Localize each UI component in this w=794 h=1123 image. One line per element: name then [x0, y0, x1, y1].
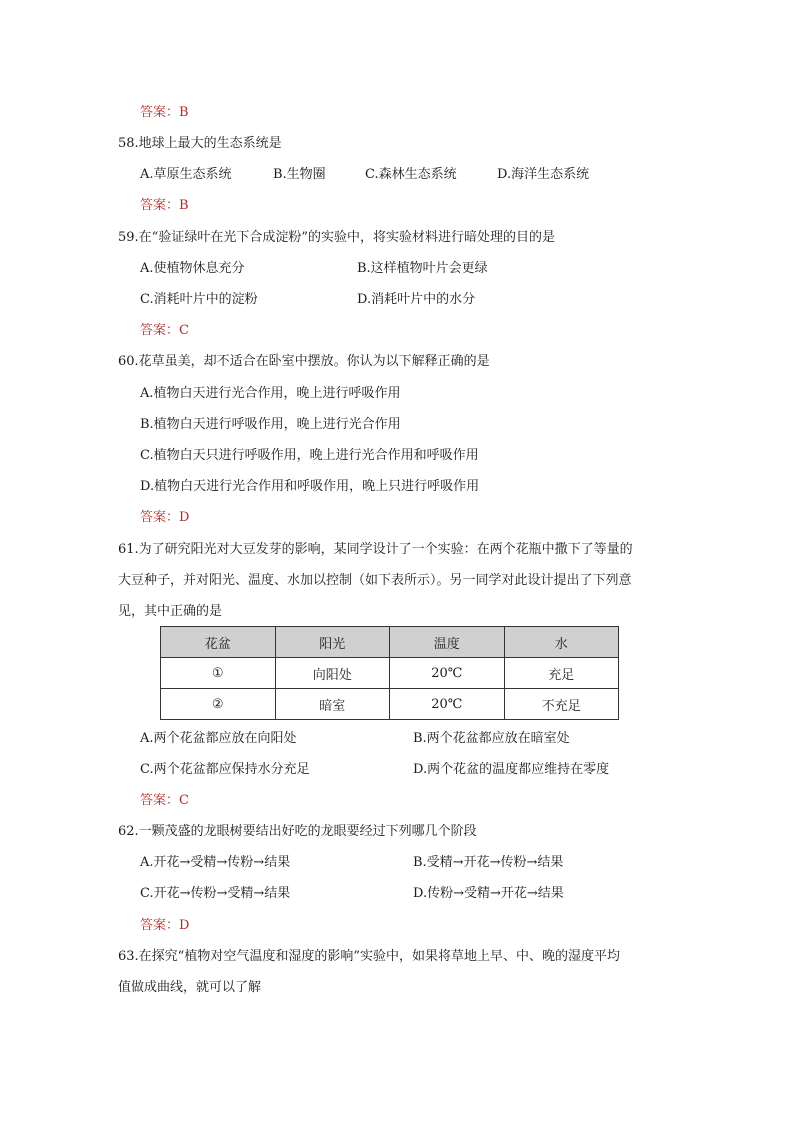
q62-option-d: D.传粉→受精→开花→结果	[413, 886, 564, 901]
q59-answer: 答案：C	[140, 323, 189, 338]
table-cell: 充足	[504, 658, 619, 689]
q58-option-c: C.森林生态系统	[365, 167, 457, 182]
q59-option-a: A.使植物休息充分	[140, 261, 245, 276]
q60-option-b: B.植物白天进行呼吸作用，晚上进行光合作用	[140, 417, 401, 432]
q61-option-c: C.两个花盆都应保持水分充足	[140, 762, 310, 777]
q62-option-a: A.开花→受精→传粉→结果	[140, 855, 291, 870]
table-header-cell: 温度	[390, 627, 505, 658]
table-cell: ①	[161, 658, 276, 689]
q62-stem: 62.一颗茂盛的龙眼树要结出好吃的龙眼要经过下列哪几个阶段	[118, 824, 477, 839]
q61-experiment-table	[160, 626, 619, 720]
q63-stem-line-2: 值做成曲线，就可以了解	[118, 980, 262, 995]
q61-stem-line-3: 见，其中正确的是	[118, 604, 223, 619]
q59-stem: 59.在“验证绿叶在光下合成淀粉”的实验中，将实验材料进行暗处理的目的是	[118, 230, 555, 245]
q60-answer: 答案：D	[140, 510, 190, 525]
q63-stem-line-1: 63.在探究“植物对空气温度和湿度的影响”实验中，如果将草地上早、中、晚的湿度平均	[118, 949, 620, 964]
q59-option-c: C.消耗叶片中的淀粉	[140, 292, 258, 307]
table-header-cell: 水	[504, 627, 619, 658]
q60-option-d: D.植物白天进行光合作用和呼吸作用，晚上只进行呼吸作用	[140, 479, 480, 494]
q57-answer: 答案：B	[140, 105, 189, 120]
table-header-row	[161, 627, 619, 658]
q58-answer: 答案：B	[140, 198, 189, 213]
q58-option-b: B.生物圈	[273, 167, 326, 182]
table-row	[161, 658, 619, 689]
q61-answer: 答案：C	[140, 793, 189, 808]
table-header-cell: 阳光	[275, 627, 390, 658]
q61-stem-line-1: 61.为了研究阳光对大豆发芽的影响，某同学设计了一个实验：在两个花瓶中撒下了等量的	[118, 542, 633, 557]
q62-answer: 答案：D	[140, 918, 190, 933]
table-cell: 暗室	[275, 689, 390, 720]
q58-option-a: A.草原生态系统	[140, 167, 232, 182]
q61-option-b: B.两个花盆都应放在暗室处	[413, 731, 570, 746]
table-cell: ②	[161, 689, 276, 720]
q60-option-a: A.植物白天进行光合作用，晚上进行呼吸作用	[140, 386, 401, 401]
q61-option-d: D.两个花盆的温度都应维持在零度	[413, 762, 610, 777]
table-row	[161, 689, 619, 720]
q60-option-c: C.植物白天只进行呼吸作用，晚上进行光合作用和呼吸作用	[140, 448, 479, 463]
table-header-cell: 花盆	[161, 627, 276, 658]
q60-stem: 60.花草虽美，却不适合在卧室中摆放。你认为以下解释正确的是	[118, 354, 490, 369]
q59-option-d: D.消耗叶片中的水分	[357, 292, 476, 307]
q61-stem-line-2: 大豆种子，并对阳光、温度、水加以控制（如下表所示）。另一同学对此设计提出了下列意	[118, 573, 632, 588]
table-cell: 不充足	[504, 689, 619, 720]
q58-option-d: D.海洋生态系统	[497, 167, 590, 182]
q62-option-c: C.开花→传粉→受精→结果	[140, 886, 291, 901]
q59-option-b: B.这样植物叶片会更绿	[357, 261, 488, 276]
q61-option-a: A.两个花盆都应放在向阳处	[140, 731, 297, 746]
q58-stem: 58.地球上最大的生态系统是	[118, 136, 282, 151]
table-cell: 20℃	[390, 689, 505, 720]
q62-option-b: B.受精→开花→传粉→结果	[413, 855, 564, 870]
table-cell: 20℃	[390, 658, 505, 689]
table-cell: 向阳处	[275, 658, 390, 689]
